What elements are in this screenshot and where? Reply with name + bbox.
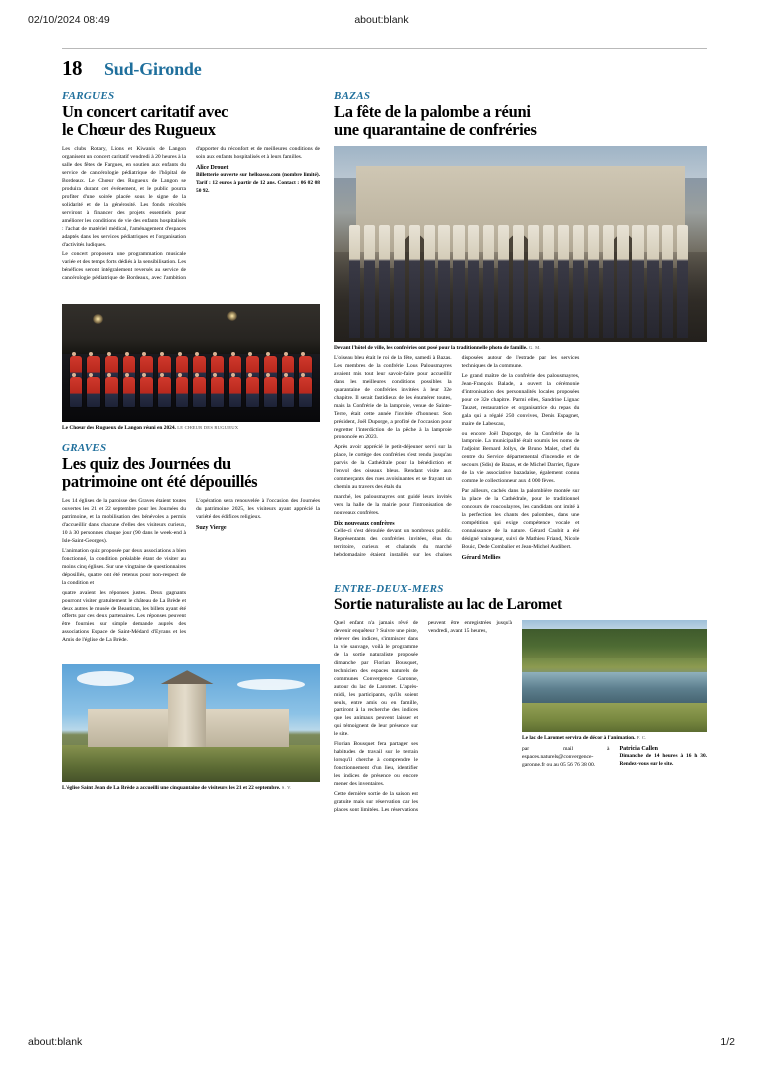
caption-text: Devant l'hôtel de ville, les confréries ont posé pour la traditionnelle photo de famille. [334, 344, 528, 351]
print-url-top: about:blank [354, 14, 409, 26]
caption-text: L'église Saint Jean de La Brède a accueilli une cinquantaine de visiteurs les 21 et 22 septembre. [62, 784, 281, 791]
kicker-entre-deux-mers: ENTRE-DEUX-MERS [334, 583, 444, 596]
paragraph: Celle-ci s'est déroulée devant un nombreux public. Représentants des confréries invitées, élus du territoire, curieux et chalands du marché hebdomadaire étaient installés sur les chaises disposées autour de l'estrade par les services techniques de la commune. [334, 355, 580, 558]
print-footer [0, 1036, 763, 1066]
cloud-icon [77, 671, 134, 685]
headline-fargues-line2: le Chœur des Rugueux [62, 120, 216, 140]
caption-text: Le lac de Laromet servira de décor à l'animation. [522, 734, 636, 741]
figure-lake [522, 620, 707, 816]
body-bazas [334, 355, 707, 573]
caption-lake [522, 735, 707, 742]
body-graves [62, 498, 320, 658]
paragraph: Les 14 églises de la paroisse des Graves étaient toutes ouvertes les 21 et 22 septembre pour les Journées du patrimoine, et la mobilisation des bénévoles a permis d'accueillir dans chacune d'elles des visiteurs curieux, 10 à 30 personnes chaque jour (90 dans le week-end à Isle-Saint-Georges). [62, 498, 186, 545]
photo-water [522, 672, 707, 706]
caption-bazas [334, 345, 707, 352]
photo-bank [522, 703, 707, 732]
headline-fargues [62, 103, 320, 139]
photo-church [62, 664, 320, 782]
photo-background [62, 304, 320, 354]
caption-credit: LE CHŒUR DES RUGUEUX [177, 424, 239, 430]
practical-info-fargues: Billetterie ouverte sur helloasso.com (nombre limité). Tarif : 12 euros à partir de 12 ans. Contact : 06 02 08 50 92. [196, 172, 320, 194]
headline-bazas-line1: La fête de la palombe a réuni [334, 102, 531, 121]
paragraph: Florian Bousquet fera partager ses habitudes de travail sur le terrain lorsqu'il cherche à comprendre le fonctionnement d'un lieu, identifier les indices de présence ou encore mener des inventaires. [334, 741, 418, 787]
photo-lake-laromet [522, 620, 707, 732]
caption-choir [62, 425, 320, 432]
page-masthead [62, 48, 707, 81]
headline-bazas [334, 103, 707, 139]
paragraph: Les clubs Rotary, Lions et Kiwanis de Langon organisent un concert caritatif vendredi à 20 heures à la salle des fêtes de Fargues, en soutien aux enfants du service de cancérologie pédiatrique de l'hôpital de Bordeaux. Le Chœur des Rugueux de Langon se produira durant cet événement, et le public pourra profiter d'une soirée placée sous le signe de la solidarité et de la générosité. Les fonds récoltés serviront à financer des projets essentiels pour améliorer les conditions de vie des enfants hospitalisés : l'achat de matériel médical, l'aménagement d'espaces adaptés dans les services pédiatriques et l'organisation d'activités ludiques. [62, 146, 186, 248]
paragraph: L'oiseau bleu était le roi de la fête, samedi à Bazas. Les membres de la confrérie Lous Palousmayres avaient mis tout leur savoir-faire pour accueillir dans les meilleures conditions possibles la quarantaine de confréries invitées à leur 32e chapitre. Il serait fastidieux de les énumérer toutes, mais la Confrérie de la lamproie, venue de Sainte-Terre, était cette année l'invitée d'honneur. Son président, Joël Duporge, a profité de l'occasion pour regretter l'interdiction de la pêche à la lamproie prononcée en 2023. [334, 355, 452, 441]
body-entre-deux-mers-left [334, 620, 512, 816]
figure-bazas [334, 146, 707, 352]
practical-info-entre-deux-mers: Dimanche de 14 heures à 16 h 30. Rendez-vous sur le site. [619, 752, 707, 767]
photo-choir [62, 304, 320, 422]
photo-foreground [62, 745, 320, 783]
page-folio: 18 [62, 56, 82, 80]
cloud-icon [237, 679, 304, 691]
photo-confreries-group [334, 146, 707, 342]
print-header [0, 14, 763, 44]
photo-roof [160, 670, 214, 684]
paragraph: marché, les palousmayres ont guidé leurs invités vers la halle de la mairie pour l'intronisation de nouveaux confrères. [334, 494, 452, 516]
body-fargues [62, 146, 320, 298]
paragraph: ou encore Joël Duporge, de la Confrérie de la lamproie. La municipalité était soumis les noms de l'adjoint Bernard Jollys, de Bruno Malet, chef du centre du Service départemental d'incendie et de secours (Sdis) de Bazas, et de Michel Darriet, figure de la vie associative bazadaise, également connu comme le collectionneur aux 4 000 fèves. [461, 430, 580, 485]
right-column [334, 90, 707, 826]
byline-block-entre-deux-mers [620, 746, 708, 772]
figure-choir [62, 304, 320, 432]
print-timestamp: 02/10/2024 08:49 [28, 14, 110, 26]
paragraph: Quel enfant n'a jamais rêvé de devenir enquêteur ? Suivre une piste, relever des indices, s'immiscer dans la vie sauvage, voilà le programme de la sortie naturaliste proposée dimanche par Florian Bousquet, technicien des espaces naturels de communes Convergence Garonne, autour du lac de Laromet. L'après-midi, les participants, qu'ils soient seuls, entre amis ou en famille, partiront à la recherche des indices que les animaux peuvent laisser et qui témoignent de leur présence sur le site. [334, 620, 418, 738]
paragraph: Après avoir apprécié le petit-déjeuner servi sur la place, le cortège des confréries s'est rendu jusqu'au parvis de la Cathédrale pour la bénédiction et l'envol des oiseaux bleus. Rendant visite aux commerçants des rues avoisinantes et se frayant un chemin au travers des étals du [334, 444, 452, 491]
caption-credit: S. V. [281, 784, 292, 790]
left-column [62, 90, 320, 826]
light-glow-icon [93, 314, 103, 324]
paragraph: Le concert proposera une programmation musicale variée et des temps forts dédiés à la sensibilisation. Les bénéfices seront intégralement reversés au service de cancérologie pédiatrique de Bordeaux, avec l'ambition d'apporter du réconfort et de meilleures conditions de soin aux enfants hospitalisés et à leurs familles. [62, 146, 320, 282]
paragraph: Par ailleurs, cachés dans la palombière montée sur la place de la Cathédrale, pour le traditionnel concours de roucoulayres, les candidats ont imité à la perfection les chants des palombes, dans une compétition qui exige compétence vocale et connaissance de la nature. Gérard Caubit a été désigné vainqueur, suivi de Mathieu Friand, Nicole Bouic, Dede Combalier et Jean-Michel Audibert. [461, 488, 580, 550]
print-page-indicator: 1/2 [720, 1036, 735, 1048]
paragraph: L'opération sera renouvelée à l'occasion des Journées du patrimoine 2025, les visiteurs ayant apprécié la variété des édifices religieux. [196, 498, 320, 521]
article-fargues [62, 90, 320, 432]
article-graves [62, 442, 320, 792]
caption-text: Le Chœur des Rugueux de Langon réuni en 2024. [62, 424, 176, 431]
photo-people-row [70, 377, 313, 407]
headline-graves [62, 455, 320, 491]
figure-church [62, 664, 320, 792]
photo-bell-tower [168, 681, 207, 747]
kicker-fargues: FARGUES [62, 90, 115, 102]
byline-entre-deux-mers: Patricia Callen [619, 745, 658, 752]
paragraph: quatre avaient les réponses justes. Deux gagnants pourront visiter gratuitement le château de La Brède et deux autres le musée de Beautiran, les billets ayant été offerts par ces deux partenaires. Les réponses peuvent être fournies sur simple demande auprès des associations Espace de Saint-Médard d'Eyrans et les Amis de l'église de La Brède. [62, 589, 186, 644]
article-entre-deux-mers [334, 583, 707, 816]
subhead-bazas: Dix nouveaux confrères [334, 520, 395, 527]
byline-graves: Suzy Vierge [196, 525, 227, 532]
entre-deux-mers-layout [334, 620, 707, 816]
article-bazas [334, 90, 707, 573]
caption-credit: G. M. [528, 344, 541, 350]
photo-tree-line [522, 629, 707, 658]
byline-bazas: Gérard Mellies [461, 554, 501, 561]
headline-graves-line1: Les quiz des Journées du [62, 454, 231, 474]
headline-bazas-line2: une quarantaine de confréries [334, 120, 537, 140]
body-entre-deux-mers-tail [522, 746, 610, 772]
paragraph: Le grand maître de la confrérie des palousmayres, Jean-François Balade, a ouvert la cérémonie d'intronisation des personnalités locales proposées pour ce 32e chapitre. Parmi elles, Sandrine Lignac Tauzet, restauratrice et organisatrice du repas du gala qui a régalé 250 convives, Denis Espagnet, maire de Labescau, [461, 372, 580, 427]
kicker-graves: GRAVES [62, 442, 107, 455]
paragraph: Cette dernière sortie de la saison est gratuite mais sur réservation car les places sont limitées. Les réservations peuvent être enregistrées jusqu'à vendredi, avant 15 heures, [334, 620, 512, 813]
section-title: Sud-Gironde [104, 59, 202, 79]
kicker-bazas: BAZAS [334, 90, 371, 102]
headline-fargues-line1: Un concert caritatif avec [62, 102, 229, 121]
headline-entre-deux-mers: Sortie naturaliste au lac de Laromet [334, 596, 562, 614]
byline-fargues: Alice Drouet [196, 165, 229, 172]
paragraph: L'animation quiz proposée par deux associations a bien fonctionné, la condition préalable étant de visiter au moins cinq églises. Sur une vingtaine de questionnaires déposillés, quatre ont été retenus pour non-respect de la condition et [62, 547, 186, 586]
paragraph: par mail à espaces.naturels@convergence-garonne.fr ou au 05 56 76 38 00. [522, 745, 610, 768]
body-columns [334, 620, 512, 816]
headline-graves-line2: patrimoine ont été dépouillés [62, 472, 258, 492]
caption-credit: F. C. [636, 734, 647, 740]
caption-church [62, 785, 320, 792]
print-url-bottom: about:blank [28, 1036, 83, 1048]
newspaper-page [62, 48, 707, 988]
entre-deux-mers-footer [522, 746, 707, 772]
